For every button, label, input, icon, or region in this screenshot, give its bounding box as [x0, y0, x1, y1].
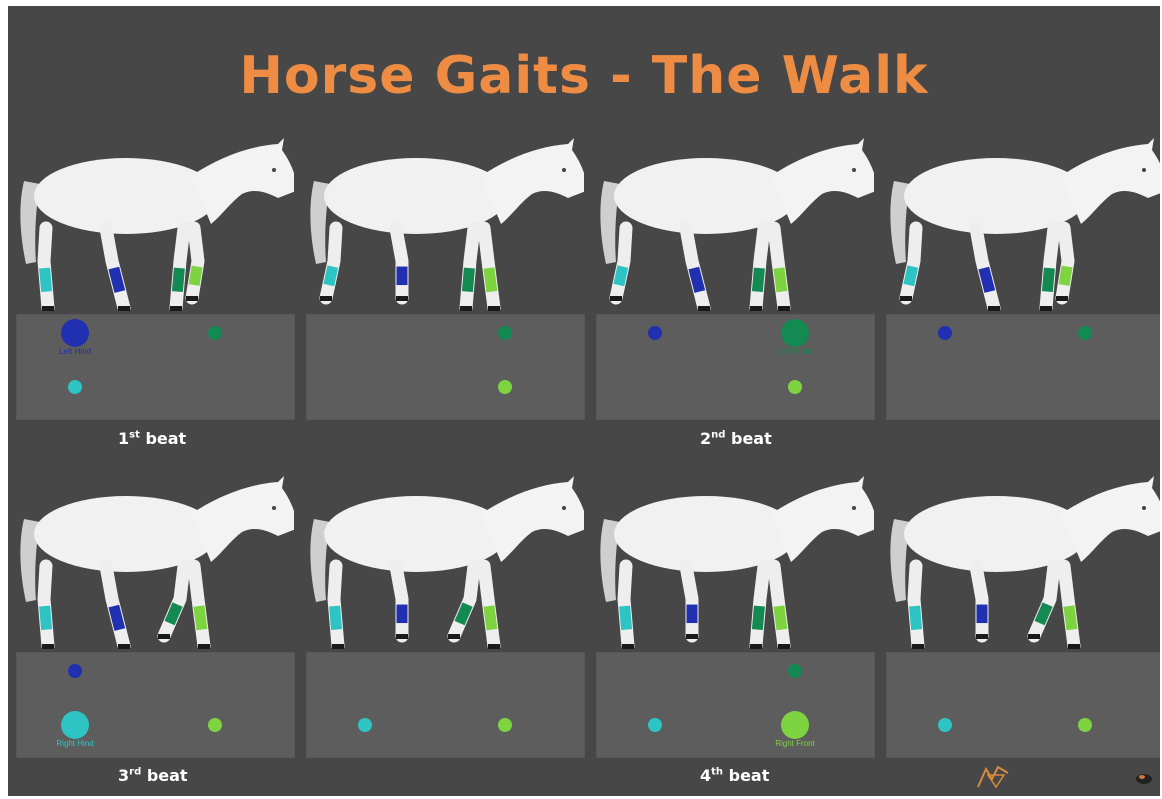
- horse-figure: [306, 474, 584, 649]
- horse-figure: [596, 136, 874, 311]
- gait-frame: [596, 136, 874, 416]
- beat-label-3: 3rd beat: [118, 766, 188, 785]
- horse-figure: [16, 474, 294, 649]
- beat-label-4: 4th beat: [700, 766, 770, 785]
- right-front-dot: [1078, 718, 1092, 732]
- left-hind-dot: [648, 326, 662, 340]
- horse-figure: [886, 474, 1160, 649]
- gait-frame: [16, 136, 294, 416]
- left-front-dot: [208, 326, 222, 340]
- footfall-pad: [16, 314, 295, 420]
- gait-frame: [306, 474, 584, 754]
- footfall-pad: [16, 652, 295, 758]
- logo-icon: [974, 763, 1014, 789]
- left-hind-dot: [938, 326, 952, 340]
- footfall-pad: [596, 652, 875, 758]
- footfall-pad: [886, 314, 1160, 420]
- right-front-dot: [208, 718, 222, 732]
- right-hind-dot: [938, 718, 952, 732]
- left-front-dot: [498, 326, 512, 340]
- right-front-dot: [788, 380, 802, 394]
- left-front-dot: [1078, 326, 1092, 340]
- hoof-label: Right Hind: [56, 739, 94, 748]
- hoof-label: Left Hind: [58, 347, 92, 356]
- hoof-label: Left Front: [777, 347, 813, 356]
- page-title: Horse Gaits - The Walk: [239, 46, 929, 106]
- right-hind-dot: [68, 718, 82, 732]
- footfall-pad: [306, 314, 585, 420]
- gait-frame: [306, 136, 584, 416]
- footfall-pad: [306, 652, 585, 758]
- right-hind-dot: [648, 718, 662, 732]
- horse-figure: [886, 136, 1160, 311]
- horse-figure: [306, 136, 584, 311]
- hoof-label: Right Front: [775, 739, 815, 748]
- beat-label-1: 1st beat: [118, 429, 187, 448]
- left-front-dot: [788, 326, 802, 340]
- gait-frame: [886, 474, 1160, 754]
- horse-figure: [596, 474, 874, 649]
- gait-frame: [596, 474, 874, 754]
- footfall-pad: [886, 652, 1160, 758]
- beat-label-2: 2nd beat: [700, 429, 772, 448]
- right-front-dot: [788, 718, 802, 732]
- left-hind-dot: [68, 326, 82, 340]
- gait-frame: [886, 136, 1160, 416]
- right-hind-dot: [358, 718, 372, 732]
- right-front-dot: [498, 380, 512, 394]
- horse-figure: [16, 136, 294, 311]
- right-hind-dot: [68, 380, 82, 394]
- left-hind-dot: [68, 664, 82, 678]
- left-front-dot: [788, 664, 802, 678]
- poster: [8, 6, 1160, 796]
- footfall-pad: [596, 314, 875, 420]
- gait-frame: [16, 474, 294, 754]
- mouse-icon: [1134, 771, 1154, 785]
- right-front-dot: [498, 718, 512, 732]
